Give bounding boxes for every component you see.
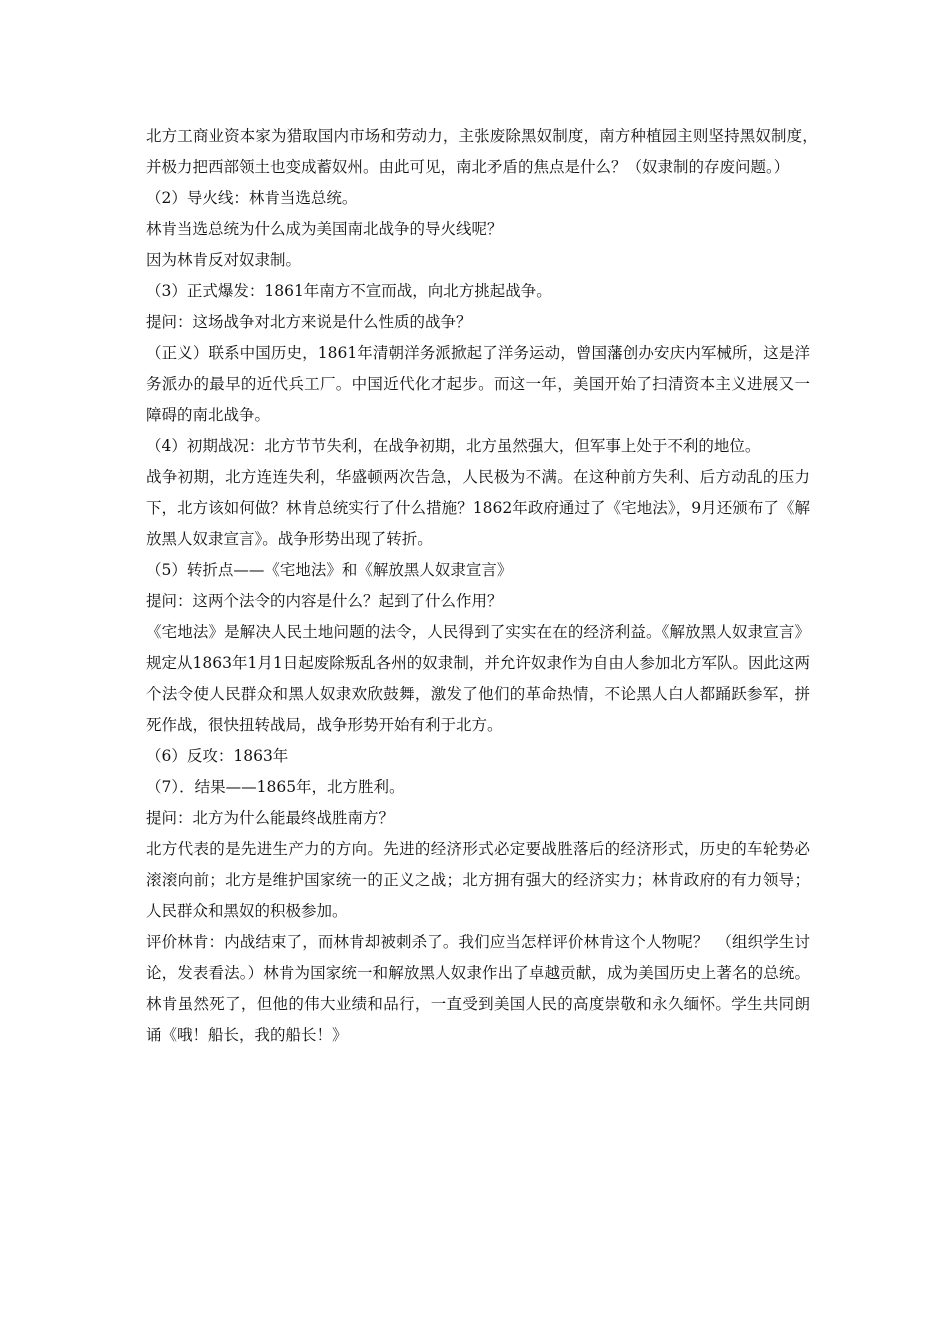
document-body: [146, 121, 831, 1051]
paragraph-result: （7）．结果——1865年，北方胜利。: [146, 778, 405, 796]
paragraph-lincoln-evaluation: 评价林肯：内战结束了，而林肯却被刺杀了。我们应当怎样评价林肯这个人物呢？ （组织学生讨论，发表看法。）林肯为国家统一和解放黑人奴隶作出了卓越贡献，成为美国历史上著名的总统。林肯虽然死了，但他的伟大业绩和品行，一直受到美国人民的高度崇敬和永久缅怀。学生共同朗诵《哦！船长，我的船长！》: [146, 933, 810, 1044]
paragraph-north-south-conflict: 北方工商业资本家为猎取国内市场和劳动力，主张废除黑奴制度，南方种植园主则坚持黑奴制度， 并极力把西部领土也变成蓄奴州。由此可见，南北矛盾的焦点是什么？（奴隶制的存废问题。）: [146, 127, 831, 176]
paragraph-fuse-question: 林肯当选总统为什么成为美国南北战争的导火线呢？: [146, 220, 503, 238]
paragraph-counterattack: （6）反攻：1863年: [146, 747, 289, 765]
paragraph-fuse: （2）导火线：林肯当选总统。: [146, 189, 358, 207]
paragraph-early-war: （4）初期战况：北方节节失利，在战争初期，北方虽然强大，但军事上处于不利的地位。: [146, 437, 761, 455]
paragraph-fuse-answer: 因为林肯反对奴隶制。: [146, 251, 302, 269]
paragraph-victory-question: 提问：北方为什么能最终战胜南方？: [146, 809, 395, 827]
paragraph-laws-question: 提问：这两个法令的内容是什么？起到了什么作用？: [146, 592, 503, 610]
paragraph-victory-answer: 北方代表的是先进生产力的方向。先进的经济形式必定要战胜落后的经济形式，历史的车轮势必滚滚向前；北方是维护国家统一的正义之战；北方拥有强大的经济实力；林肯政府的有力领导；人民群众和黑奴的积极参加。: [146, 840, 810, 920]
paragraph-china-comparison: （正义）联系中国历史，1861年清朝洋务派掀起了洋务运动，曾国藩创办安庆内军械所，这是洋务派办的最早的近代兵工厂。中国近代化才起步。而这一年，美国开始了扫清资本主义进展又一障碍的南北战争。: [146, 344, 810, 424]
paragraph-laws-answer: 《宅地法》是解决人民土地问题的法令，人民得到了实实在在的经济利益。《解放黑人奴隶宣言》规定从1863年1月1日起废除叛乱各州的奴隶制，并允许奴隶作为自由人参加北方军队。因此这两个法令使人民群众和黑人奴隶欢欣鼓舞，激发了他们的革命热情，不论黑人白人都踊跃参军，拼死作战，很快扭转战局，战争形势开始有利于北方。: [146, 623, 810, 734]
paragraph-turning-point: （5）转折点——《宅地法》和《解放黑人奴隶宣言》: [146, 561, 513, 579]
paragraph-outbreak: （3）正式爆发：1861年南方不宣而战，向北方挑起战争。: [146, 282, 552, 300]
paragraph-nature-question: 提问：这场战争对北方来说是什么性质的战争？: [146, 313, 472, 331]
paragraph-early-war-detail: 战争初期，北方连连失利，华盛顿两次告急，人民极为不满。在这种前方失利、后方动乱的压力下，北方该如何做？林肯总统实行了什么措施？1862年政府通过了《宅地法》，9月还颁布了《解放黑人奴隶宣言》。战争形势出现了转折。: [146, 468, 810, 548]
